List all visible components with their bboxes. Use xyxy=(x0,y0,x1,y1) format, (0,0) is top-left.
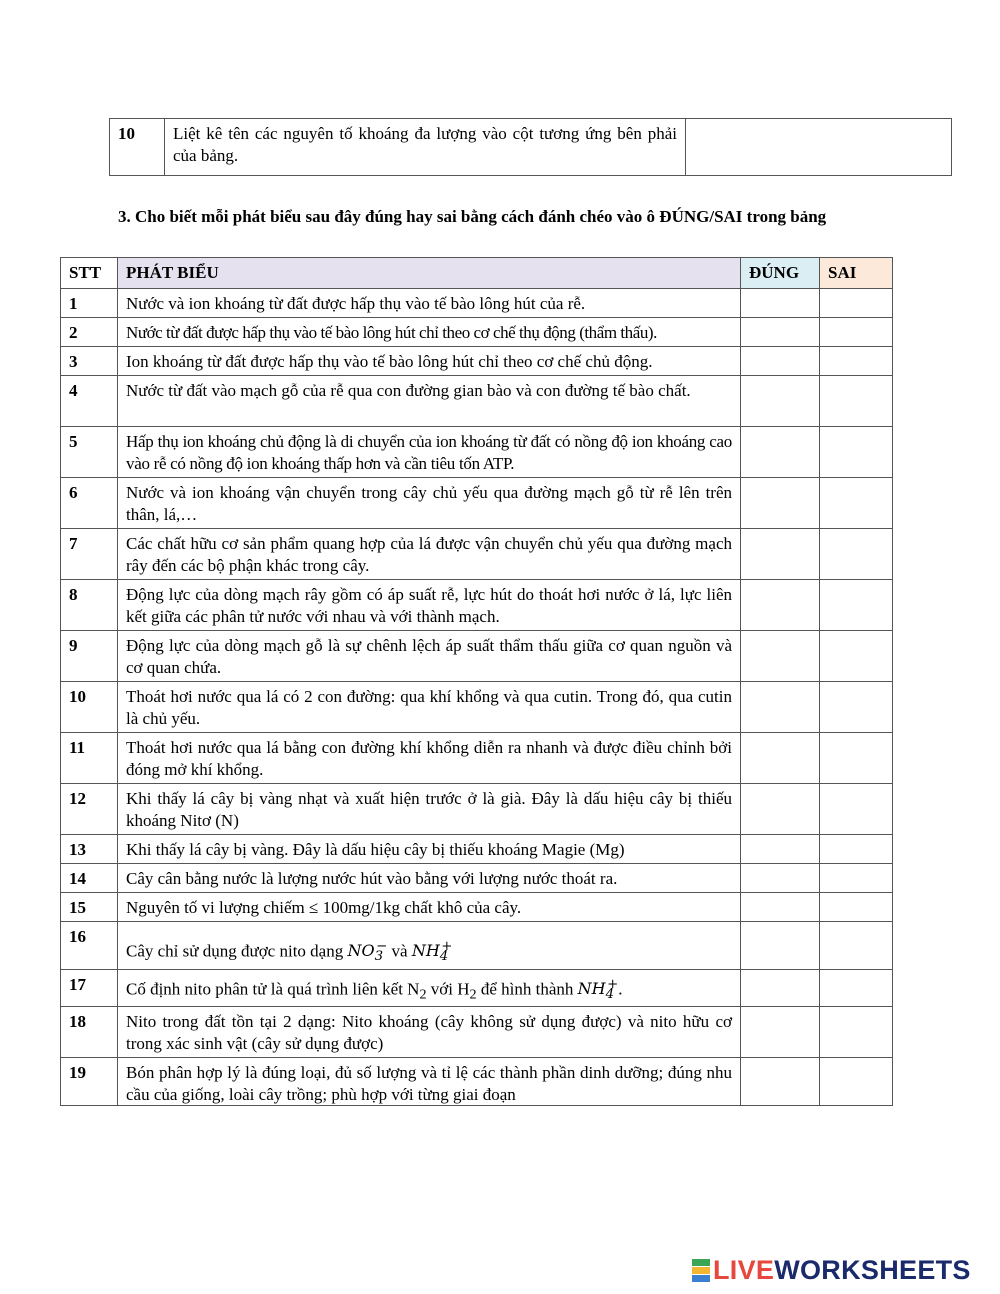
table-row xyxy=(61,733,893,784)
ammonium-formula: $NH_4^+$ xyxy=(577,976,619,1003)
table-row xyxy=(61,784,893,835)
section-heading: 3. Cho biết mỗi phát biểu sau đây đúng hay sai bằng cách đánh chéo vào ô ĐÚNG/SAI trong bảng xyxy=(118,207,827,226)
table-row xyxy=(61,347,893,376)
row-statement: Các chất hữu cơ sản phẩm quang hợp của lá được vận chuyển chủ yếu qua đường mạch rây đến các bộ phận khác trong cây. xyxy=(118,529,741,580)
true-cell[interactable] xyxy=(741,784,820,835)
table-row xyxy=(61,893,893,922)
table-row xyxy=(61,529,893,580)
true-cell[interactable] xyxy=(741,289,820,318)
false-cell[interactable] xyxy=(820,922,893,970)
row-number: 10 xyxy=(110,119,165,176)
table-row xyxy=(61,427,893,478)
true-cell[interactable] xyxy=(741,864,820,893)
true-cell[interactable] xyxy=(741,682,820,733)
false-cell[interactable] xyxy=(820,733,893,784)
previous-table xyxy=(109,118,952,176)
row-number: 11 xyxy=(61,733,118,784)
table-row xyxy=(61,864,893,893)
statement-text: để hình thành xyxy=(480,978,574,998)
false-cell[interactable] xyxy=(820,969,893,1007)
false-cell[interactable] xyxy=(820,478,893,529)
false-cell[interactable] xyxy=(820,347,893,376)
row-statement: Cây cân bằng nước là lượng nước hút vào bằng với lượng nước thoát ra. xyxy=(118,864,741,893)
false-cell[interactable] xyxy=(820,580,893,631)
row-statement: Khi thấy lá cây bị vàng. Đây là dấu hiệu cây bị thiếu khoáng Magie (Mg) xyxy=(118,835,741,864)
false-cell[interactable] xyxy=(820,529,893,580)
true-cell[interactable] xyxy=(741,922,820,970)
row-number: 17 xyxy=(61,969,118,1007)
true-cell[interactable] xyxy=(741,347,820,376)
row-statement: Nước từ đất vào mạch gỗ của rễ qua con đường gian bào và con đường tế bào chất. xyxy=(118,376,741,427)
logo-text-live: LIVE xyxy=(713,1254,775,1285)
logo-mark-icon xyxy=(692,1259,710,1282)
false-cell[interactable] xyxy=(820,784,893,835)
table-row xyxy=(61,631,893,682)
table-row xyxy=(61,478,893,529)
row-number: 16 xyxy=(61,922,118,970)
row-number: 13 xyxy=(61,835,118,864)
statement-text: Bón phân hợp lý là đúng loại, đủ số lượng và tỉ lệ các thành phần dinh dưỡng; đúng nhu cầu của giống, loài cây trồng; phù hợp với từng giai đoạn xyxy=(126,1063,732,1105)
table-row xyxy=(110,119,952,176)
row-statement: Động lực của dòng mạch gỗ là sự chênh lệch áp suất thẩm thấu giữa cơ quan nguồn và cơ quan chứa. xyxy=(118,631,741,682)
true-cell[interactable] xyxy=(741,893,820,922)
logo-bar xyxy=(692,1275,710,1282)
logo-text xyxy=(713,1255,971,1286)
row-number: 2 xyxy=(61,318,118,347)
false-cell[interactable] xyxy=(820,893,893,922)
row-statement: Ion khoáng từ đất được hấp thụ vào tế bào lông hút chỉ theo cơ chế chủ động. xyxy=(118,347,741,376)
true-cell[interactable] xyxy=(741,318,820,347)
true-cell[interactable] xyxy=(741,631,820,682)
false-cell[interactable] xyxy=(820,1007,893,1058)
row-number: 19 xyxy=(61,1058,118,1106)
row-number: 14 xyxy=(61,864,118,893)
logo-bar xyxy=(692,1259,710,1266)
row-number: 10 xyxy=(61,682,118,733)
row-statement xyxy=(118,922,741,970)
table-row xyxy=(61,289,893,318)
row-number: 15 xyxy=(61,893,118,922)
row-statement: Nước và ion khoáng từ đất được hấp thụ vào tế bào lông hút của rễ. xyxy=(118,289,741,318)
false-cell[interactable] xyxy=(820,631,893,682)
false-cell[interactable] xyxy=(820,318,893,347)
statement-text: với H xyxy=(430,978,470,998)
nitrate-formula: $NO_3^-$ xyxy=(347,939,388,965)
true-cell[interactable] xyxy=(741,529,820,580)
false-cell[interactable] xyxy=(820,289,893,318)
table-row xyxy=(61,682,893,733)
true-cell[interactable] xyxy=(741,478,820,529)
false-cell[interactable] xyxy=(820,682,893,733)
table-header-row xyxy=(61,258,893,289)
true-cell[interactable] xyxy=(741,376,820,427)
false-cell[interactable] xyxy=(820,835,893,864)
table-row xyxy=(61,969,893,1007)
row-statement: Cố định nito phân tử là quá trình liên kết $N_2$ với $H_2$ để hình thành $NH_4^+$. xyxy=(118,969,741,1007)
table-row xyxy=(61,318,893,347)
true-cell[interactable] xyxy=(741,733,820,784)
false-cell[interactable] xyxy=(820,376,893,427)
statement-text: và xyxy=(391,941,408,961)
row-statement: Hấp thụ ion khoáng chủ động là di chuyển của ion khoáng từ đất có nồng độ ion khoáng cao vào rễ có nồng độ ion khoáng thấp hơn và cần tiêu tốn ATP. xyxy=(118,427,741,478)
false-cell[interactable] xyxy=(820,427,893,478)
table-row xyxy=(61,580,893,631)
false-cell[interactable] xyxy=(820,864,893,893)
table-row xyxy=(61,1007,893,1058)
row-number: 1 xyxy=(61,289,118,318)
true-cell[interactable] xyxy=(741,580,820,631)
row-number: 5 xyxy=(61,427,118,478)
row-number: 3 xyxy=(61,347,118,376)
table-row xyxy=(61,922,893,970)
header-statement: PHÁT BIỂU xyxy=(118,258,741,289)
row-statement: Liệt kê tên các nguyên tố khoáng đa lượng vào cột tương ứng bên phải của bảng. xyxy=(165,119,686,176)
header-true: ĐÚNG xyxy=(741,258,820,289)
table-row xyxy=(61,376,893,427)
true-cell[interactable] xyxy=(741,427,820,478)
row-number: 7 xyxy=(61,529,118,580)
answer-cell[interactable] xyxy=(686,119,952,176)
row-number: 6 xyxy=(61,478,118,529)
statement-text: Cây chỉ sử dụng được nito dạng xyxy=(126,941,344,961)
row-number: 18 xyxy=(61,1007,118,1058)
false-cell[interactable] xyxy=(820,1058,893,1106)
true-cell[interactable] xyxy=(741,835,820,864)
row-statement: Khi thấy lá cây bị vàng nhạt và xuất hiện trước ở là già. Đây là dấu hiệu cây bị thiếu khoáng Nitơ (N) xyxy=(118,784,741,835)
row-statement: Thoát hơi nước qua lá có 2 con đường: qua khí khổng và qua cutin. Trong đó, qua cutin là chủ yếu. xyxy=(118,682,741,733)
row-number: 9 xyxy=(61,631,118,682)
row-statement xyxy=(118,1058,741,1106)
true-false-table xyxy=(60,257,893,1106)
row-number: 4 xyxy=(61,376,118,427)
row-statement: Động lực của dòng mạch rây gồm có áp suất rễ, lực hút do thoát hơi nước ở lá, lực liên kết giữa các phân tử nước với nhau và với thành mạch. xyxy=(118,580,741,631)
row-statement: Thoát hơi nước qua lá bằng con đường khí khổng diễn ra nhanh và được điều chỉnh bởi đóng mở khí khổng. xyxy=(118,733,741,784)
row-statement: Nito trong đất tồn tại 2 dạng: Nito khoáng (cây không sử dụng được) và nito hữu cơ trong xác sinh vật (cây sử dụng được) xyxy=(118,1007,741,1058)
header-false: SAI xyxy=(820,258,893,289)
logo-bar xyxy=(692,1267,710,1274)
row-number: 8 xyxy=(61,580,118,631)
row-statement: Nước và ion khoáng vận chuyển trong cây chủ yếu qua đường mạch gỗ từ rễ lên trên thân, lá,… xyxy=(118,478,741,529)
ammonium-formula: $NH_4^+$ xyxy=(411,939,453,965)
liveworksheets-logo xyxy=(692,1255,971,1285)
true-cell[interactable] xyxy=(741,1007,820,1058)
table-row xyxy=(61,1058,893,1106)
true-cell[interactable] xyxy=(741,1058,820,1106)
row-statement: Nước từ đất được hấp thụ vào tế bào lông hút chỉ theo cơ chế thụ động (thẩm thấu). xyxy=(118,318,741,347)
row-statement: Nguyên tố vi lượng chiếm ≤ 100mg/1kg chất khô của cây. xyxy=(118,893,741,922)
table-row xyxy=(61,835,893,864)
logo-text-worksheets: WORKSHEETS xyxy=(774,1254,971,1285)
statement-text: Cố định nito phân tử là quá trình liên kết N xyxy=(126,978,420,998)
row-number: 12 xyxy=(61,784,118,835)
header-stt: STT xyxy=(61,258,118,289)
true-cell[interactable] xyxy=(741,969,820,1007)
